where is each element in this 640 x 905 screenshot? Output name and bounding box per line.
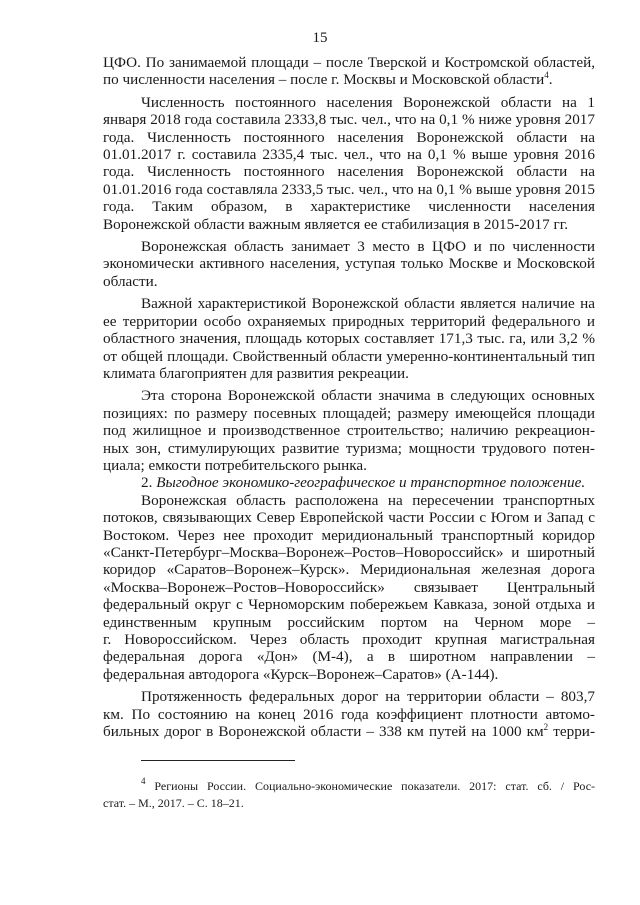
paragraph (103, 54, 595, 89)
body-text (103, 54, 595, 740)
text-line: Численность постоянного населения Воронежской области на 1 (141, 93, 595, 111)
text-line: км. По состоянию на конец 2016 года коэффициент плотности автомо- (103, 705, 595, 723)
paragraph (103, 238, 595, 290)
text-run: терри- (548, 723, 595, 741)
text-line (103, 71, 595, 88)
text-line: ных зон, стимулирующих развитие туризма; мощности трудового потен- (103, 439, 595, 457)
text-line: федеральный округ с Черноморским побережьем Кавказа, зоной отдыха и (103, 596, 595, 614)
footnote-line: стат. – М., 2017. – С. 18–21. (103, 796, 244, 810)
text-line: г. Новороссийском. Через область проходит крупная магистральная (103, 631, 595, 648)
text-line: «Москва–Воронеж–Ростов–Новороссийск» связывает Центральный (103, 578, 595, 596)
footnote-line (103, 778, 595, 795)
text-line: Важной характеристикой Воронежской области является наличие на (141, 295, 595, 313)
text-line: Воронежская область расположена на пересечении транспортных (141, 491, 595, 509)
footnote-text: Регионы России. Социально-экономические показатели. 2017: стат. сб. / Рос- (154, 779, 596, 793)
text-line: единственным крупным российским портом на Черном море – (103, 613, 595, 631)
text-line: Востоком. Через нее проходит меридиональный транспортный коридор (103, 526, 595, 544)
text-line: области. (103, 272, 158, 290)
section-heading-text: Выгодное экономико-географическое и транспортное положение. (156, 474, 586, 492)
section-heading (103, 474, 595, 491)
text-line: областного значения, площадь которых составляет 171,3 тыс. га, или 3,2 % (103, 330, 595, 348)
text-line: Воронежской области важным является ее стабилизация в 2015-2017 гг. (103, 215, 569, 233)
paragraph (103, 94, 595, 233)
text-line: 01.01.2016 года составляла 2333,5 тыс. чел., что на 0,1 % выше уровня 2015 (103, 180, 595, 198)
paragraph (103, 387, 595, 474)
text-line: климата благоприятен для развития рекреации. (103, 364, 409, 382)
text-line: коридор «Саратов–Воронеж–Курск». Меридиональная железная дорога (103, 561, 595, 579)
text-line: ее территории особо охраняемых природных территорий федерального и (103, 312, 595, 330)
text-run: . (548, 71, 553, 89)
text-line: года. Таким образом, в характеристике численности населения (103, 198, 595, 216)
text-run: по численности населения – после г. Москвы и Московской области (103, 71, 545, 89)
text-line: Эта сторона Воронежской области значима в следующих основных (141, 387, 595, 405)
text-line: Воронежская область занимает 3 место в ЦФО и по численности (141, 238, 595, 256)
page-number: 15 (312, 30, 328, 46)
text-line: федеральная дорога «Дон» (М-4), а в широтном направлении – (103, 648, 595, 666)
text-line: января 2018 года составила 2333,8 тыс. чел., что на 0,1 % ниже уровня 2017 (103, 111, 595, 129)
text-line: 01.01.2017 г. составила 2335,4 тыс. чел., что на 0,1 % выше уровня 2016 (103, 146, 595, 164)
footnote-reference[interactable]: 4 (544, 70, 549, 81)
text-run: бильных дорог в Воронежской области – 338 км путей на 1000 км (103, 723, 544, 741)
text-line: от общей площади. Свойственный области умеренно-континентальный тип (103, 347, 595, 365)
text-line: Протяженность федеральных дорог на территории области – 803,7 (141, 688, 595, 706)
text-line (103, 723, 595, 740)
paragraph (103, 295, 595, 382)
text-line: года. Численность постоянного населения Воронежской области на (103, 128, 595, 146)
text-line: ЦФО. По занимаемой площади – после Тверской и Костромской областей, (103, 54, 595, 71)
paragraph (103, 492, 595, 683)
footnote (103, 778, 595, 812)
footnote-divider (141, 760, 295, 761)
text-line: под жилищное и производственное строительство; наличию рекреацион- (103, 422, 595, 440)
text-line: потоков, связывающих Север Европейской части России с Югом и Запад с (103, 509, 595, 527)
paragraph (103, 688, 595, 740)
footnote-number: 4 (141, 776, 146, 786)
text-line: федеральная автодорога «Курск–Воронеж–Саратов» (А-144). (103, 665, 499, 683)
text-line: позициях: по размеру посевных площадей; размеру имеющейся площади (103, 404, 595, 422)
superscript: 2 (543, 722, 549, 733)
text-line: экономически активного населения, уступая только Москве и Московской (103, 255, 595, 273)
section-number: 2. (141, 474, 153, 492)
text-line: циала; емкости потребительского рынка. (103, 456, 367, 474)
text-line: «Санкт-Петербург–Москва–Воронеж–Ростов–Новороссийск» и широтный (103, 543, 595, 561)
text-line: года. Численность постоянного населения Воронежской области на (103, 163, 595, 181)
